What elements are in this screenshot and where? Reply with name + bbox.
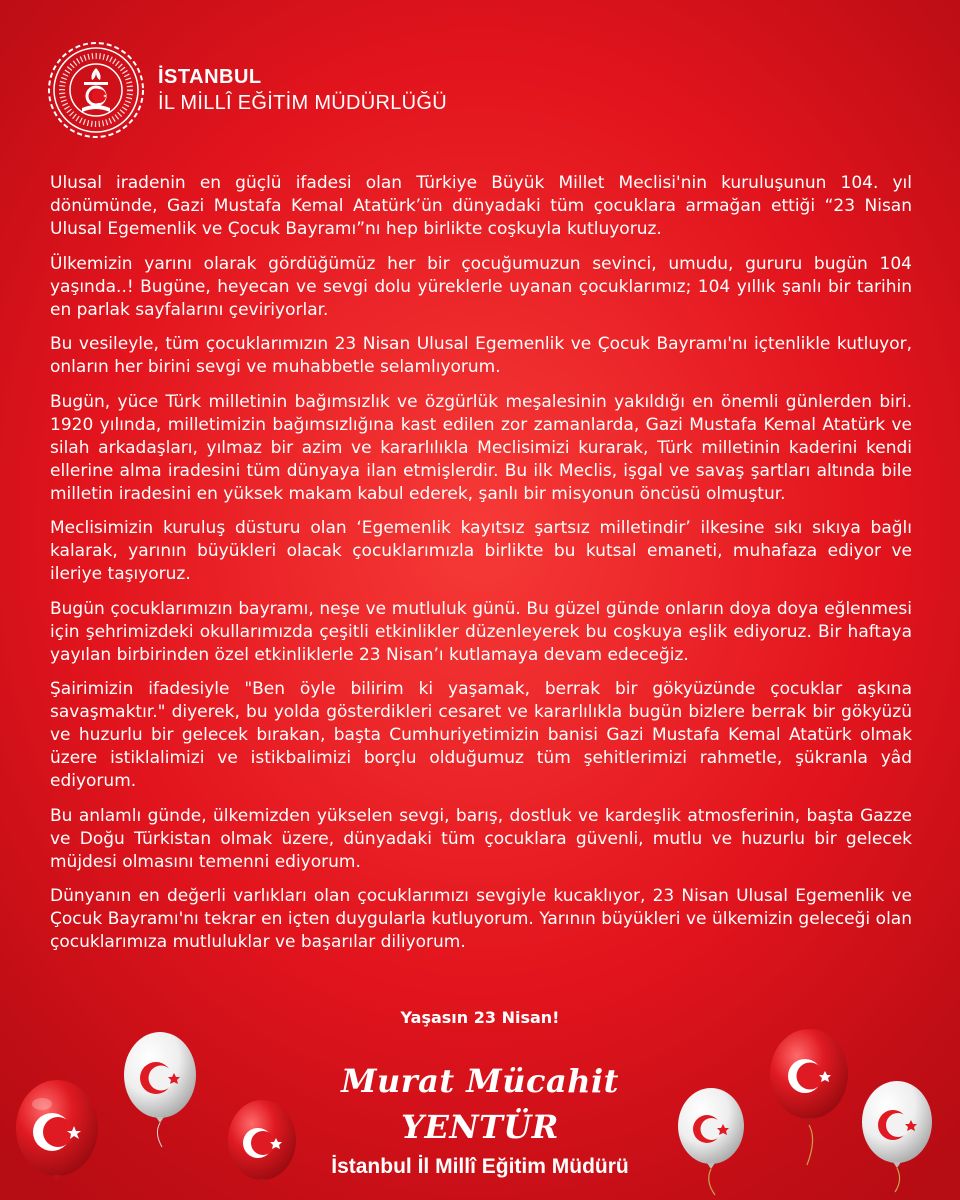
organization-name bbox=[158, 64, 447, 116]
red-balloon-flag-icon bbox=[768, 1028, 850, 1168]
paragraph: Ülkemizin yarını olarak gördüğümüz her bir çocuğumuzun sevinci, umudu, gururu bugün 104 yaşında..! Bugüne, heyecan ve sevgi dolu yüreklerle uyanan çocuklarımız; 104 yıllık şanlı bir tarihin en parlak sayfalarını çeviriyorlar. bbox=[50, 253, 912, 320]
closing-slogan: Yaşasın 23 Nisan! bbox=[400, 1008, 560, 1027]
paragraph: Şairimizin ifadesiyle "Ben öyle bilirim ki yaşamak, berrak bir gökyüzünde çocuklar aşkına savaşmaktır." diyerek, bu yolda gösterdikleri cesaret ve kararlılıkla bugün bizlere berrak bir gökyüzü ve huzurlu bir gelecek bırakan, başta Cumhuriyetimizin banisi Gazi Mustafa Kemal Atatürk olmak üzere istiklalimizi ve istikbalimizi borçlu olduğumuz tüm şehitlerimizi rahmetle, şükranla yâd ediyorum. bbox=[50, 679, 912, 791]
header bbox=[46, 40, 447, 140]
ministry-seal-icon bbox=[46, 40, 146, 140]
red-balloon-flag-icon bbox=[226, 1098, 298, 1198]
signature-block bbox=[290, 1058, 670, 1182]
paragraph: Bu anlamlı günde, ülkemizden yükselen sevgi, barış, dostluk ve kardeşlik atmosferinin, başta Gazze ve Doğu Türkistan olmak üzere, dünyadaki tüm çocuklara güvenli, mutlu ve huzurlu bir gelecek müjdesi olmasını temenni ediyorum. bbox=[50, 805, 912, 872]
paragraph: Meclisimizin kuruluş düsturu olan ‘Egemenlik kayıtsız şartsız milletindir’ ilkesine sıkı sıkıya bağlı kalarak, yarının büyükleri olacak çocuklarımızla birlikte bu kutsal emaneti, muhafaza ediyor ve ileriye taşıyoruz. bbox=[50, 518, 912, 584]
organization-title: İL MİLLÎ EĞİTİM MÜDÜRLÜĞÜ bbox=[158, 92, 448, 114]
letter-body bbox=[50, 172, 912, 966]
red-balloon-flag-icon bbox=[14, 1078, 100, 1200]
paragraph: Bugün çocuklarımızın bayramı, neşe ve mutluluk günü. Bu güzel günde onların doya doya eğlenmesi için şehrimizdeki okullarımızda çeşitli etkinlikler düzenleyerek bu coşkuya eşlik ediyoruz. Bir haftaya yayılan birbirinden özel etkinliklerle 23 Nisan’ı kutlamaya devam edeceğiz. bbox=[50, 598, 912, 665]
paragraph: Dünyanın en değerli varlıkları olan çocuklarımızı sevgiyle kucaklıyor, 23 Nisan Ulusal Egemenlik ve Çocuk Bayramı'nı tekrar en içten duygularla kutluyorum. Yarının büyükleri ve ülkemizin geleceği olan çocuklarımıza mutluluklar ve başarılar diliyorum. bbox=[50, 886, 912, 952]
white-balloon-flag-icon bbox=[122, 1030, 198, 1148]
organization-city: İSTANBUL bbox=[158, 66, 262, 88]
signatory-name: Murat Mücahit YENTÜR bbox=[341, 1062, 619, 1146]
signatory-title: İstanbul İl Millî Eğitim Müdürü bbox=[331, 1155, 629, 1178]
white-balloon-flag-icon bbox=[860, 1078, 934, 1194]
white-balloon-flag-icon bbox=[676, 1086, 746, 1196]
paragraph: Ulusal iradenin en güçlü ifadesi olan Türkiye Büyük Millet Meclisi'nin kuruluşunun 104. yıl dönümünde, Gazi Mustafa Kemal Atatürk’ün dünyadaki tüm çocuklara armağan ettiği “23 Nisan Ulusal Egemenlik ve Çocuk Bayramı”nı hep birlikte coşkuyla kutluyoruz. bbox=[50, 173, 912, 239]
paragraph: Bugün, yüce Türk milletinin bağımsızlık ve özgürlük meşalesinin yakıldığı en önemli günlerden biri. 1920 yılında, milletimizin bağımsızlığına kast edilen zor zamanlarda, Gazi Mustafa Kemal Atatürk ve silah arkadaşları, yılmaz bir azim ve kararlılıkla Meclisimizi kurarak, Türk milletinin kaderini kendi ellerine alma iradesini tüm dünyaya ilan etmişlerdir. Bu ilk Meclis, işgal ve savaş şartları altında bile milletin iradesini en yüksek makam kabul ederek, şanlı bir misyonun öncüsü olmuştur. bbox=[50, 391, 912, 504]
paragraph: Bu vesileyle, tüm çocuklarımızın 23 Nisan Ulusal Egemenlik ve Çocuk Bayramı'nı içtenlikle kutluyor, onların her birini sevgi ve muhabbetle selamlıyorum. bbox=[50, 334, 912, 377]
